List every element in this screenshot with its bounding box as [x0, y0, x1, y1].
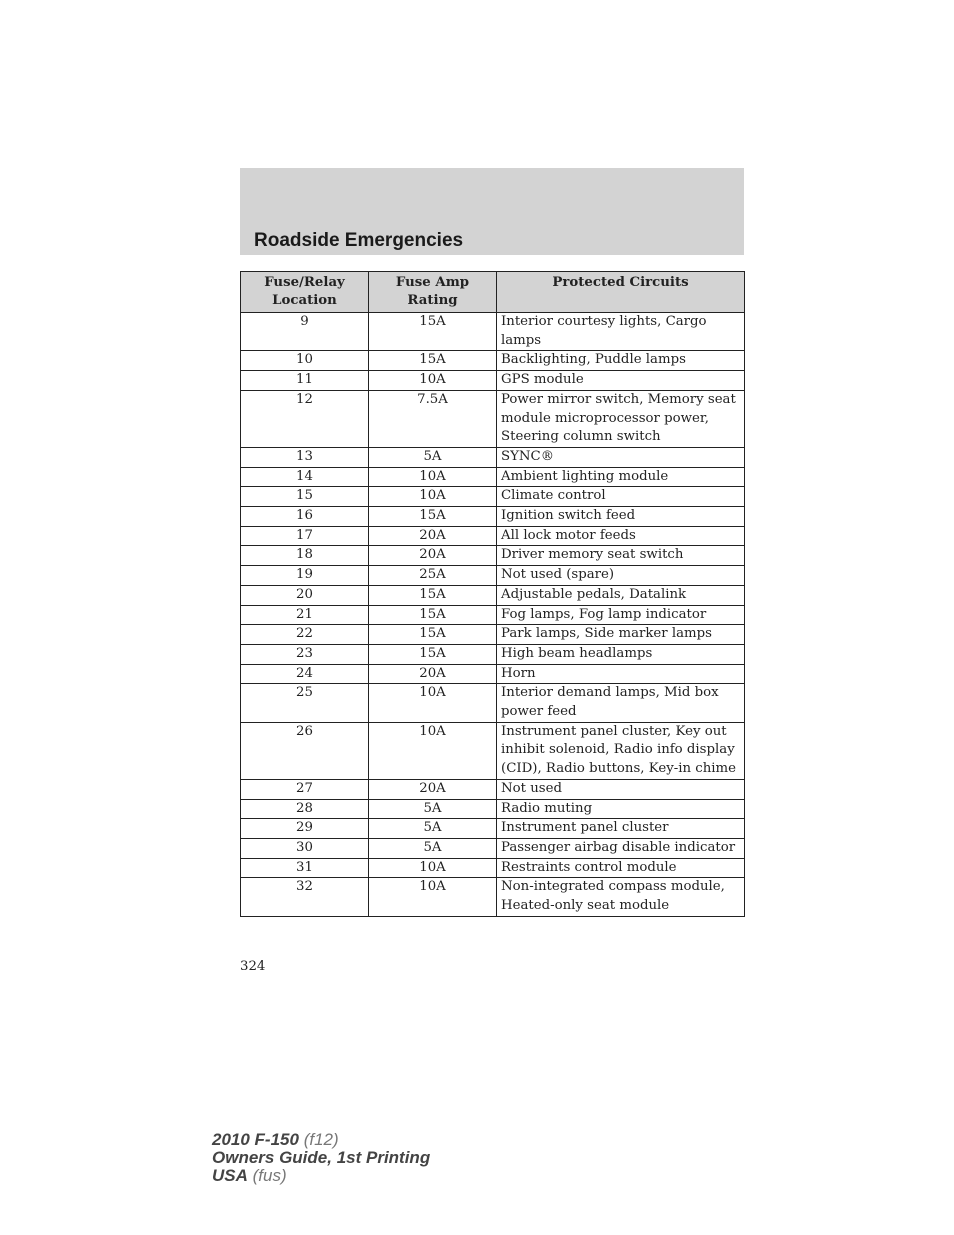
footer-model: 2010 F-150	[212, 1130, 299, 1149]
fuse-rating-cell: 15A	[369, 585, 497, 605]
header-rating	[369, 272, 497, 313]
fuse-location-cell: 11	[241, 371, 369, 391]
fuse-location-cell: 32	[241, 878, 369, 916]
fuse-rating-cell: 15A	[369, 625, 497, 645]
table-row	[241, 546, 745, 566]
fuse-location-cell: 19	[241, 566, 369, 586]
fuse-location-cell: 27	[241, 779, 369, 799]
footer-market-line	[212, 1167, 430, 1185]
fuse-location-cell: 18	[241, 546, 369, 566]
table-row	[241, 566, 745, 586]
footer-guide-line	[212, 1149, 430, 1167]
header-location-line2: Location	[272, 293, 337, 308]
table-row	[241, 313, 745, 351]
fuse-location-cell: 28	[241, 799, 369, 819]
table-row	[241, 722, 745, 779]
fuse-table-body	[241, 313, 745, 917]
protected-circuits-cell: Passenger airbag disable indicator	[497, 838, 745, 858]
protected-circuits-cell: Non-integrated compass module, Heated-only seat module	[497, 878, 745, 916]
protected-circuits-cell: Interior courtesy lights, Cargo lamps	[497, 313, 745, 351]
protected-circuits-cell: Not used	[497, 779, 745, 799]
table-row	[241, 585, 745, 605]
fuse-location-cell: 30	[241, 838, 369, 858]
fuse-rating-cell: 20A	[369, 664, 497, 684]
fuse-location-cell: 15	[241, 487, 369, 507]
fuse-rating-cell: 10A	[369, 487, 497, 507]
fuse-rating-cell: 25A	[369, 566, 497, 586]
fuse-location-cell: 21	[241, 605, 369, 625]
fuse-rating-cell: 10A	[369, 858, 497, 878]
header-location	[241, 272, 369, 313]
table-row	[241, 390, 745, 447]
protected-circuits-cell: Interior demand lamps, Mid box power feed	[497, 684, 745, 722]
footer-market-code: (fus)	[252, 1166, 287, 1185]
fuse-location-cell: 22	[241, 625, 369, 645]
table-row	[241, 644, 745, 664]
fuse-rating-cell: 15A	[369, 507, 497, 527]
table-row	[241, 371, 745, 391]
table-row	[241, 507, 745, 527]
fuse-rating-cell: 15A	[369, 605, 497, 625]
fuse-location-cell: 16	[241, 507, 369, 527]
fuse-location-cell: 20	[241, 585, 369, 605]
fuse-location-cell: 10	[241, 351, 369, 371]
footer-market: USA	[212, 1166, 248, 1185]
header-rating-line2: Rating	[407, 293, 458, 308]
table-row	[241, 351, 745, 371]
fuse-location-cell: 17	[241, 526, 369, 546]
table-row	[241, 467, 745, 487]
table-row	[241, 605, 745, 625]
protected-circuits-cell: All lock motor feeds	[497, 526, 745, 546]
fuse-rating-cell: 15A	[369, 313, 497, 351]
fuse-location-cell: 31	[241, 858, 369, 878]
protected-circuits-cell: High beam headlamps	[497, 644, 745, 664]
protected-circuits-cell: Horn	[497, 664, 745, 684]
protected-circuits-cell: Backlighting, Puddle lamps	[497, 351, 745, 371]
fuse-rating-cell: 5A	[369, 838, 497, 858]
footer	[212, 1131, 430, 1185]
table-row	[241, 487, 745, 507]
table-row	[241, 625, 745, 645]
fuse-location-cell: 24	[241, 664, 369, 684]
fuse-location-cell: 14	[241, 467, 369, 487]
fuse-rating-cell: 10A	[369, 467, 497, 487]
footer-model-line	[212, 1131, 430, 1149]
header-rating-line1: Fuse Amp	[395, 275, 470, 290]
fuse-location-cell: 25	[241, 684, 369, 722]
fuse-location-cell: 9	[241, 313, 369, 351]
protected-circuits-cell: Instrument panel cluster, Key out inhibit solenoid, Radio info display (CID), Radio buttons, Key-in chime	[497, 722, 745, 779]
table-row	[241, 447, 745, 467]
protected-circuits-cell: Climate control	[497, 487, 745, 507]
header-circuits-label: Protected Circuits	[552, 275, 689, 290]
fuse-table	[240, 271, 745, 917]
header-location-line1: Fuse/Relay	[264, 275, 345, 290]
footer-model-code: (f12)	[303, 1130, 339, 1149]
fuse-location-cell: 26	[241, 722, 369, 779]
fuse-rating-cell: 20A	[369, 526, 497, 546]
fuse-location-cell: 13	[241, 447, 369, 467]
table-header-row	[241, 272, 745, 313]
table-row	[241, 526, 745, 546]
fuse-rating-cell: 10A	[369, 371, 497, 391]
table-row	[241, 779, 745, 799]
fuse-rating-cell: 20A	[369, 779, 497, 799]
table-row	[241, 819, 745, 839]
protected-circuits-cell: Radio muting	[497, 799, 745, 819]
protected-circuits-cell: GPS module	[497, 371, 745, 391]
protected-circuits-cell: Driver memory seat switch	[497, 546, 745, 566]
protected-circuits-cell: Park lamps, Side marker lamps	[497, 625, 745, 645]
protected-circuits-cell: Instrument panel cluster	[497, 819, 745, 839]
table-row	[241, 799, 745, 819]
fuse-rating-cell: 7.5A	[369, 390, 497, 447]
table-row	[241, 858, 745, 878]
protected-circuits-cell: Power mirror switch, Memory seat module microprocessor power, Steering column switch	[497, 390, 745, 447]
fuse-rating-cell: 5A	[369, 819, 497, 839]
protected-circuits-cell: SYNC®	[497, 447, 745, 467]
protected-circuits-cell: Restraints control module	[497, 858, 745, 878]
protected-circuits-cell: Not used (spare)	[497, 566, 745, 586]
page-number: 324	[240, 959, 266, 974]
fuse-location-cell: 23	[241, 644, 369, 664]
table-row	[241, 838, 745, 858]
section-banner	[240, 168, 744, 255]
section-title: Roadside Emergencies	[254, 230, 464, 251]
protected-circuits-cell: Ambient lighting module	[497, 467, 745, 487]
fuse-rating-cell: 5A	[369, 447, 497, 467]
fuse-rating-cell: 10A	[369, 684, 497, 722]
protected-circuits-cell: Ignition switch feed	[497, 507, 745, 527]
fuse-location-cell: 12	[241, 390, 369, 447]
table-row	[241, 664, 745, 684]
fuse-rating-cell: 15A	[369, 644, 497, 664]
header-circuits	[497, 272, 745, 313]
table-row	[241, 878, 745, 916]
fuse-location-cell: 29	[241, 819, 369, 839]
fuse-rating-cell: 10A	[369, 878, 497, 916]
footer-guide: Owners Guide, 1st Printing	[212, 1148, 431, 1167]
fuse-rating-cell: 20A	[369, 546, 497, 566]
fuse-rating-cell: 10A	[369, 722, 497, 779]
protected-circuits-cell: Adjustable pedals, Datalink	[497, 585, 745, 605]
fuse-rating-cell: 15A	[369, 351, 497, 371]
protected-circuits-cell: Fog lamps, Fog lamp indicator	[497, 605, 745, 625]
table-row	[241, 684, 745, 722]
fuse-rating-cell: 5A	[369, 799, 497, 819]
